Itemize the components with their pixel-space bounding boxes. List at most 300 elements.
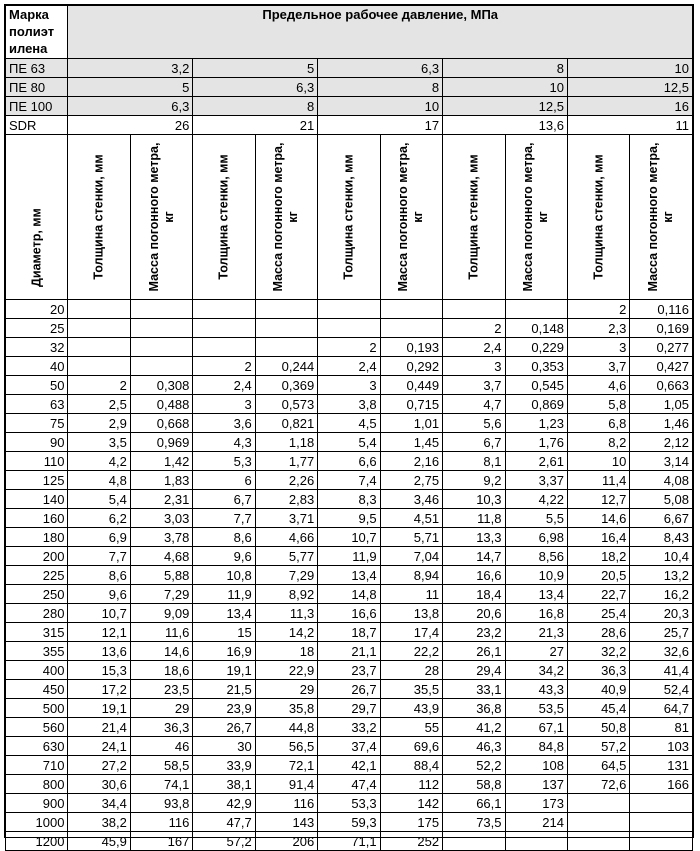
mass-cell: 46 <box>130 737 192 756</box>
mass-cell: 4,08 <box>630 471 693 490</box>
wall-thickness-cell: 21,4 <box>68 718 130 737</box>
wall-thickness-cell: 33,9 <box>193 756 255 775</box>
wall-thickness-cell: 58,8 <box>443 775 505 794</box>
wall-thickness-cell: 4,8 <box>68 471 130 490</box>
wall-thickness-cell: 42,1 <box>318 756 380 775</box>
mass-cell: 43,9 <box>380 699 442 718</box>
mass-cell: 1,18 <box>255 433 317 452</box>
mass-cell <box>630 813 693 832</box>
table-row <box>6 604 693 623</box>
mass-cell: 8,56 <box>505 547 567 566</box>
mass-cell: 11 <box>380 585 442 604</box>
mass-cell: 21,3 <box>505 623 567 642</box>
wall-thickness-cell: 11,4 <box>567 471 629 490</box>
mass-cell: 103 <box>630 737 693 756</box>
table-row <box>6 433 693 452</box>
mass-cell <box>255 319 317 338</box>
grade-label: ПЕ 63 <box>6 59 68 78</box>
mass-cell: 55 <box>380 718 442 737</box>
table-row <box>6 794 693 813</box>
wall-thickness-cell <box>193 300 255 319</box>
wall-thickness-cell: 2,3 <box>567 319 629 338</box>
wall-thickness-cell: 26,7 <box>318 680 380 699</box>
diameter-cell: 500 <box>6 699 68 718</box>
wall-thickness-cell: 71,1 <box>318 832 380 851</box>
mass-cell: 173 <box>505 794 567 813</box>
diameter-cell: 225 <box>6 566 68 585</box>
wall-thickness-cell <box>443 300 505 319</box>
wall-thickness-cell: 2,5 <box>68 395 130 414</box>
wall-thickness-cell: 5,4 <box>318 433 380 452</box>
mass-per-meter-header <box>255 135 317 300</box>
pressure-value: 26 <box>68 116 193 135</box>
wall-thickness-header <box>567 135 629 300</box>
wall-thickness-cell <box>193 338 255 357</box>
wall-thickness-cell: 53,3 <box>318 794 380 813</box>
mass-cell: 2,83 <box>255 490 317 509</box>
mass-cell: 1,05 <box>630 395 693 414</box>
wall-thickness-cell: 11,9 <box>193 585 255 604</box>
mass-cell: 0,488 <box>130 395 192 414</box>
diameter-cell: 180 <box>6 528 68 547</box>
mass-cell: 5,88 <box>130 566 192 585</box>
mass-cell: 167 <box>130 832 192 851</box>
mass-cell: 108 <box>505 756 567 775</box>
wall-thickness-cell: 10,7 <box>318 528 380 547</box>
wall-thickness-cell: 6,6 <box>318 452 380 471</box>
mass-cell: 11,3 <box>255 604 317 623</box>
diameter-cell: 315 <box>6 623 68 642</box>
mass-cell: 7,04 <box>380 547 442 566</box>
wall-thickness-cell: 17,2 <box>68 680 130 699</box>
mass-cell: 0,869 <box>505 395 567 414</box>
pressure-value: 10 <box>318 97 443 116</box>
wall-thickness-cell: 8,6 <box>193 528 255 547</box>
wall-thickness-cell: 7,7 <box>193 509 255 528</box>
mass-cell: 34,2 <box>505 661 567 680</box>
wall-thickness-cell: 27,2 <box>68 756 130 775</box>
mass-cell: 0,449 <box>380 376 442 395</box>
mass-cell: 3,03 <box>130 509 192 528</box>
mass-cell: 14,6 <box>130 642 192 661</box>
mass-cell: 1,76 <box>505 433 567 452</box>
mass-cell: 7,29 <box>255 566 317 585</box>
wall-thickness-cell: 8,2 <box>567 433 629 452</box>
wall-thickness-cell: 9,5 <box>318 509 380 528</box>
table-row <box>6 319 693 338</box>
mass-cell: 1,46 <box>630 414 693 433</box>
mass-cell: 58,5 <box>130 756 192 775</box>
title-row <box>6 6 693 59</box>
mass-cell: 28 <box>380 661 442 680</box>
wall-thickness-cell: 2,4 <box>443 338 505 357</box>
wall-thickness-cell: 10,3 <box>443 490 505 509</box>
diameter-cell: 32 <box>6 338 68 357</box>
mass-cell: 35,8 <box>255 699 317 718</box>
wall-thickness-cell: 20,6 <box>443 604 505 623</box>
wall-thickness-cell: 18,2 <box>567 547 629 566</box>
pressure-value: 10 <box>567 59 692 78</box>
mass-cell: 9,09 <box>130 604 192 623</box>
mass-cell: 116 <box>255 794 317 813</box>
wall-thickness-cell: 2 <box>193 357 255 376</box>
mass-cell: 1,77 <box>255 452 317 471</box>
wall-thickness-cell: 16,9 <box>193 642 255 661</box>
mass-cell: 35,5 <box>380 680 442 699</box>
wall-thickness-cell <box>443 832 505 851</box>
wall-thickness-cell: 13,6 <box>68 642 130 661</box>
table-row <box>6 737 693 756</box>
pressure-value: 10 <box>443 78 568 97</box>
mass-cell: 2,12 <box>630 433 693 452</box>
wall-thickness-cell: 36,3 <box>567 661 629 680</box>
wall-thickness-cell: 8,3 <box>318 490 380 509</box>
wall-thickness-cell: 3 <box>193 395 255 414</box>
mass-cell: 11,6 <box>130 623 192 642</box>
wall-thickness-cell: 50,8 <box>567 718 629 737</box>
wall-thickness-cell: 6,2 <box>68 509 130 528</box>
table-row <box>6 528 693 547</box>
table-row <box>6 585 693 604</box>
mass-cell: 32,6 <box>630 642 693 661</box>
mass-cell: 7,29 <box>130 585 192 604</box>
wall-thickness-cell: 5,4 <box>68 490 130 509</box>
mass-cell: 16,8 <box>505 604 567 623</box>
wall-thickness-cell: 66,1 <box>443 794 505 813</box>
diameter-cell: 160 <box>6 509 68 528</box>
mass-cell: 81 <box>630 718 693 737</box>
wall-thickness-cell: 73,5 <box>443 813 505 832</box>
mass-cell <box>130 357 192 376</box>
mass-cell: 27 <box>505 642 567 661</box>
wall-thickness-cell: 14,6 <box>567 509 629 528</box>
mass-cell: 2,26 <box>255 471 317 490</box>
wall-thickness-cell: 34,4 <box>68 794 130 813</box>
mass-cell: 0,545 <box>505 376 567 395</box>
diameter-header <box>6 135 68 300</box>
table-row <box>6 300 693 319</box>
wall-thickness-cell: 18,7 <box>318 623 380 642</box>
pressure-value: 8 <box>443 59 568 78</box>
table-row <box>6 414 693 433</box>
wall-thickness-cell: 46,3 <box>443 737 505 756</box>
table-row <box>6 623 693 642</box>
mass-cell: 64,7 <box>630 699 693 718</box>
mass-cell <box>130 338 192 357</box>
pressure-value: 6,3 <box>318 59 443 78</box>
mass-cell: 13,8 <box>380 604 442 623</box>
pressure-value: 6,3 <box>193 78 318 97</box>
wall-thickness-cell: 40,9 <box>567 680 629 699</box>
wall-thickness-cell: 7,7 <box>68 547 130 566</box>
mass-cell: 175 <box>380 813 442 832</box>
mass-cell: 0,821 <box>255 414 317 433</box>
wall-thickness-cell: 57,2 <box>567 737 629 756</box>
diameter-cell: 90 <box>6 433 68 452</box>
wall-thickness-cell: 3 <box>318 376 380 395</box>
wall-thickness-cell <box>567 794 629 813</box>
mass-cell: 0,969 <box>130 433 192 452</box>
mass-per-meter-header <box>130 135 192 300</box>
diameter-cell: 50 <box>6 376 68 395</box>
wall-thickness-cell <box>68 357 130 376</box>
mass-cell: 214 <box>505 813 567 832</box>
mass-cell: 18 <box>255 642 317 661</box>
wall-thickness-cell: 38,2 <box>68 813 130 832</box>
pressure-value: 17 <box>318 116 443 135</box>
diameter-cell: 250 <box>6 585 68 604</box>
diameter-cell: 630 <box>6 737 68 756</box>
wall-thickness-cell: 10 <box>567 452 629 471</box>
mass-cell <box>380 319 442 338</box>
wall-thickness-cell: 2 <box>68 376 130 395</box>
mass-cell: 84,8 <box>505 737 567 756</box>
wall-thickness-cell: 4,6 <box>567 376 629 395</box>
wall-thickness-cell: 14,7 <box>443 547 505 566</box>
mass-cell: 143 <box>255 813 317 832</box>
mass-cell: 69,6 <box>380 737 442 756</box>
diameter-cell: 110 <box>6 452 68 471</box>
wall-thickness-cell: 2 <box>567 300 629 319</box>
grade-label: ПЕ 80 <box>6 78 68 97</box>
table-row <box>6 718 693 737</box>
diameter-cell: 200 <box>6 547 68 566</box>
mass-cell <box>130 300 192 319</box>
mass-cell: 93,8 <box>130 794 192 813</box>
pressure-value: 8 <box>318 78 443 97</box>
mass-cell: 25,7 <box>630 623 693 642</box>
wall-thickness-cell <box>68 338 130 357</box>
grade-row <box>6 59 693 78</box>
wall-thickness-cell: 6,8 <box>567 414 629 433</box>
mass-cell: 6,67 <box>630 509 693 528</box>
mass-cell: 74,1 <box>130 775 192 794</box>
mass-cell: 5,08 <box>630 490 693 509</box>
table-row <box>6 642 693 661</box>
wall-thickness-cell: 28,6 <box>567 623 629 642</box>
table-row <box>6 832 693 851</box>
table-row <box>6 376 693 395</box>
mass-per-meter-header-text: Масса погонного метра, кг <box>271 142 301 292</box>
mass-cell: 2,31 <box>130 490 192 509</box>
wall-thickness-cell: 36,8 <box>443 699 505 718</box>
wall-thickness-cell: 19,1 <box>193 661 255 680</box>
wall-thickness-cell: 7,4 <box>318 471 380 490</box>
wall-thickness-cell: 23,2 <box>443 623 505 642</box>
wall-thickness-cell: 3,8 <box>318 395 380 414</box>
table-row <box>6 813 693 832</box>
mass-cell: 0,369 <box>255 376 317 395</box>
wall-thickness-cell: 6,7 <box>443 433 505 452</box>
mass-cell: 0,229 <box>505 338 567 357</box>
wall-thickness-cell: 3 <box>443 357 505 376</box>
mass-cell: 3,78 <box>130 528 192 547</box>
mass-cell: 5,71 <box>380 528 442 547</box>
mass-cell: 72,1 <box>255 756 317 775</box>
wall-thickness-cell: 59,3 <box>318 813 380 832</box>
mass-per-meter-header-text: Масса погонного метра, кг <box>521 142 551 292</box>
diameter-cell: 25 <box>6 319 68 338</box>
table-row <box>6 680 693 699</box>
diameter-cell: 125 <box>6 471 68 490</box>
wall-thickness-cell <box>318 319 380 338</box>
mass-cell: 3,71 <box>255 509 317 528</box>
diameter-cell: 63 <box>6 395 68 414</box>
wall-thickness-cell: 29,4 <box>443 661 505 680</box>
wall-thickness-cell <box>68 300 130 319</box>
mass-cell: 43,3 <box>505 680 567 699</box>
wall-thickness-cell <box>567 813 629 832</box>
mass-cell: 8,43 <box>630 528 693 547</box>
mass-cell: 137 <box>505 775 567 794</box>
mass-cell: 10,9 <box>505 566 567 585</box>
mass-cell: 29 <box>130 699 192 718</box>
wall-thickness-header-text: Толщина стенки, мм <box>341 154 356 280</box>
mass-per-meter-header <box>505 135 567 300</box>
table-row <box>6 661 693 680</box>
wall-thickness-cell: 45,9 <box>68 832 130 851</box>
mass-per-meter-header-text: Масса погонного метра, кг <box>396 142 426 292</box>
table-row <box>6 338 693 357</box>
mass-cell: 23,5 <box>130 680 192 699</box>
wall-thickness-cell: 3,5 <box>68 433 130 452</box>
mass-cell: 1,23 <box>505 414 567 433</box>
wall-thickness-cell: 14,8 <box>318 585 380 604</box>
mass-cell: 13,2 <box>630 566 693 585</box>
wall-thickness-cell: 2,4 <box>318 357 380 376</box>
mass-cell: 0,668 <box>130 414 192 433</box>
mass-cell: 0,715 <box>380 395 442 414</box>
mass-cell: 13,4 <box>505 585 567 604</box>
mass-cell: 206 <box>255 832 317 851</box>
wall-thickness-cell: 32,2 <box>567 642 629 661</box>
mass-cell <box>255 338 317 357</box>
wall-thickness-cell: 26,1 <box>443 642 505 661</box>
wall-thickness-cell: 3,7 <box>567 357 629 376</box>
mass-cell: 2,16 <box>380 452 442 471</box>
wall-thickness-cell: 33,2 <box>318 718 380 737</box>
grade-label: SDR <box>6 116 68 135</box>
mass-cell: 2,75 <box>380 471 442 490</box>
wall-thickness-cell: 6,9 <box>68 528 130 547</box>
table-row <box>6 471 693 490</box>
diameter-cell: 280 <box>6 604 68 623</box>
mass-cell: 91,4 <box>255 775 317 794</box>
wall-thickness-header-text: Толщина стенки, мм <box>91 154 106 280</box>
mass-cell: 0,193 <box>380 338 442 357</box>
mass-cell: 1,42 <box>130 452 192 471</box>
wall-thickness-cell: 5,3 <box>193 452 255 471</box>
mass-cell: 22,2 <box>380 642 442 661</box>
wall-thickness-cell: 5,6 <box>443 414 505 433</box>
mass-cell: 0,353 <box>505 357 567 376</box>
wall-thickness-cell: 12,7 <box>567 490 629 509</box>
wall-thickness-header <box>193 135 255 300</box>
pressure-value: 5 <box>193 59 318 78</box>
mass-cell <box>630 832 693 851</box>
wall-thickness-cell: 6,7 <box>193 490 255 509</box>
wall-thickness-cell: 8,6 <box>68 566 130 585</box>
diameter-cell: 40 <box>6 357 68 376</box>
mass-cell: 166 <box>630 775 693 794</box>
mass-cell: 36,3 <box>130 718 192 737</box>
column-header-row <box>6 135 693 300</box>
wall-thickness-cell: 23,7 <box>318 661 380 680</box>
table-row <box>6 395 693 414</box>
mass-cell: 29 <box>255 680 317 699</box>
mass-cell: 0,573 <box>255 395 317 414</box>
wall-thickness-cell: 9,6 <box>193 547 255 566</box>
wall-thickness-cell: 15 <box>193 623 255 642</box>
mass-cell: 0,308 <box>130 376 192 395</box>
wall-thickness-cell: 30 <box>193 737 255 756</box>
wall-thickness-cell: 37,4 <box>318 737 380 756</box>
mass-cell: 0,116 <box>630 300 693 319</box>
wall-thickness-cell: 4,7 <box>443 395 505 414</box>
mass-cell: 1,01 <box>380 414 442 433</box>
wall-thickness-header-text: Толщина стенки, мм <box>216 154 231 280</box>
wall-thickness-cell: 33,1 <box>443 680 505 699</box>
wall-thickness-cell: 8,1 <box>443 452 505 471</box>
pressure-value: 12,5 <box>443 97 568 116</box>
wall-thickness-header-text: Толщина стенки, мм <box>466 154 481 280</box>
mass-cell: 8,92 <box>255 585 317 604</box>
pressure-value: 8 <box>193 97 318 116</box>
wall-thickness-cell: 26,7 <box>193 718 255 737</box>
wall-thickness-cell: 11,9 <box>318 547 380 566</box>
diameter-cell: 400 <box>6 661 68 680</box>
mass-cell <box>630 794 693 813</box>
wall-thickness-cell: 3,6 <box>193 414 255 433</box>
wall-thickness-cell: 2 <box>443 319 505 338</box>
mass-cell: 112 <box>380 775 442 794</box>
wall-thickness-cell: 12,1 <box>68 623 130 642</box>
pressure-value: 21 <box>193 116 318 135</box>
wall-thickness-cell: 15,3 <box>68 661 130 680</box>
wall-thickness-cell: 4,5 <box>318 414 380 433</box>
wall-thickness-cell: 25,4 <box>567 604 629 623</box>
table-row <box>6 756 693 775</box>
mass-cell: 10,4 <box>630 547 693 566</box>
wall-thickness-header <box>318 135 380 300</box>
table-row <box>6 566 693 585</box>
wall-thickness-cell: 18,4 <box>443 585 505 604</box>
wall-thickness-cell: 9,6 <box>68 585 130 604</box>
mass-cell: 131 <box>630 756 693 775</box>
mass-cell: 0,292 <box>380 357 442 376</box>
table-row <box>6 547 693 566</box>
mass-cell: 1,83 <box>130 471 192 490</box>
wall-thickness-cell: 57,2 <box>193 832 255 851</box>
mass-cell: 3,37 <box>505 471 567 490</box>
mass-cell: 17,4 <box>380 623 442 642</box>
wall-thickness-cell <box>318 300 380 319</box>
wall-thickness-cell: 41,2 <box>443 718 505 737</box>
table-row <box>6 490 693 509</box>
diameter-cell: 560 <box>6 718 68 737</box>
wall-thickness-cell: 22,7 <box>567 585 629 604</box>
mass-cell: 0,148 <box>505 319 567 338</box>
grade-label: ПЕ 100 <box>6 97 68 116</box>
diameter-cell: 355 <box>6 642 68 661</box>
diameter-cell: 800 <box>6 775 68 794</box>
mass-per-meter-header-text: Масса погонного метра, кг <box>146 142 176 292</box>
mass-cell: 116 <box>130 813 192 832</box>
wall-thickness-cell: 16,6 <box>443 566 505 585</box>
mass-cell: 0,277 <box>630 338 693 357</box>
table-row <box>6 509 693 528</box>
wall-thickness-cell: 52,2 <box>443 756 505 775</box>
